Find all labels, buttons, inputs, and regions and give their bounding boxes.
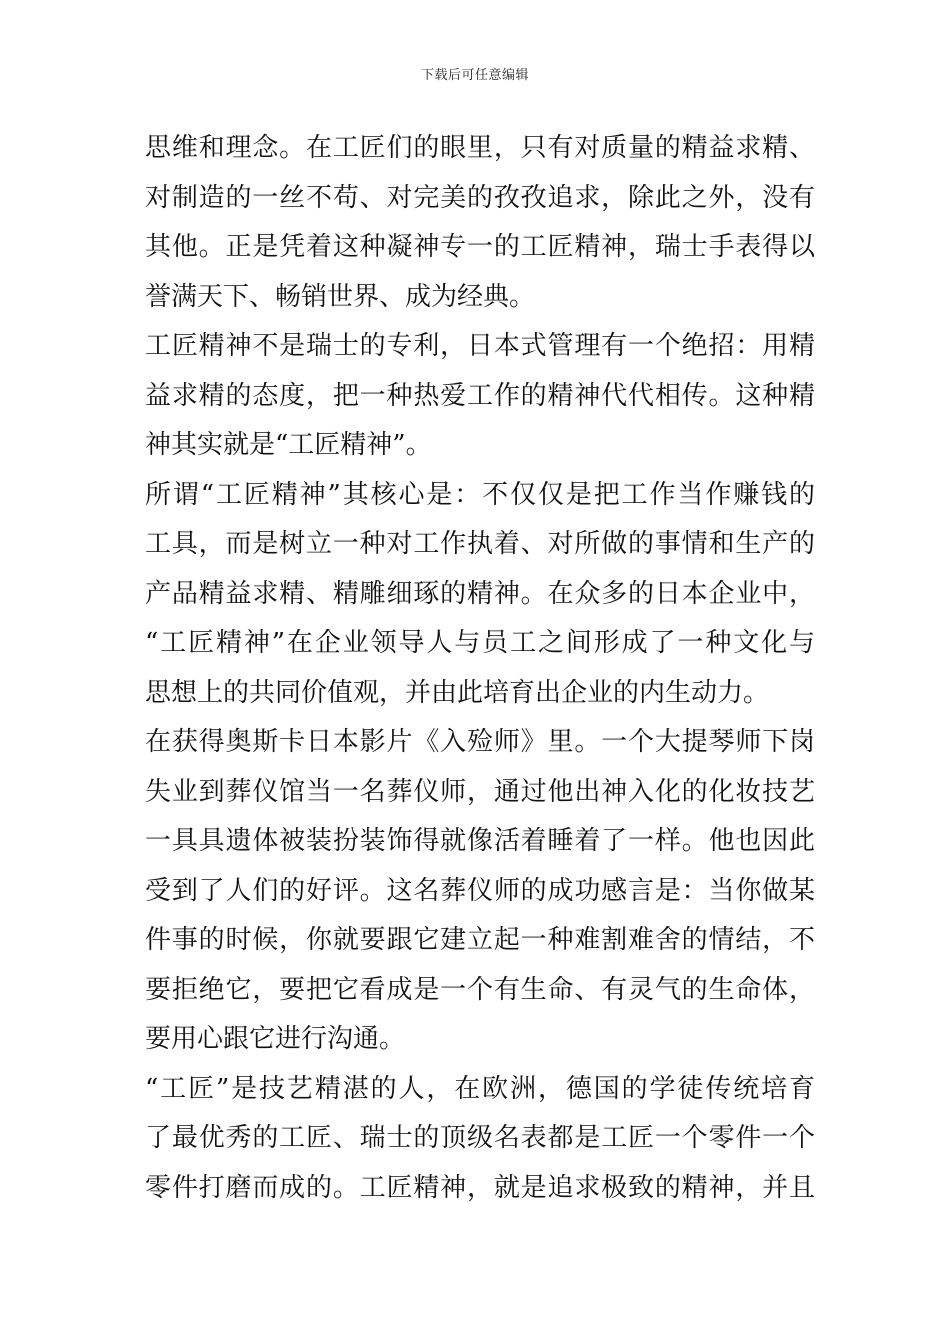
text-line: 工匠精神不是瑞士的专利，日本式管理有一个绝招：用精 [145,331,815,361]
paragraph-3 [145,471,815,719]
text-line: 对制造的一丝不苟、对完美的孜孜追求，除此之外，没有 [145,182,815,213]
text-line: 了最优秀的工匠、瑞士的顶级名表都是工匠一个零件一个 [145,1123,815,1153]
text-line: 零件打磨而成的。工匠精神，就是追求极致的精神，并且 [145,1172,815,1203]
text-line: 誉满天下、畅销世界、成为经典。 [145,281,536,312]
text-line: 产品精益求精、精雕细琢的精神。在众多的日本企业中， [145,578,815,609]
text-line: 要拒绝它，要把它看成是一个有生命、有灵气的生命体， [145,974,815,1005]
text-line: “工匠精神”在企业领导人与员工之间形成了一种文化与 [145,628,815,658]
text-line: 在获得奥斯卡日本影片《入殓师》里。一个大提琴师下岗 [145,727,815,757]
paragraph-2 [145,322,815,471]
text-line: 件事的时候，你就要跟它建立起一种难割难舍的情结，不 [145,925,815,955]
text-line: 神其实就是“工匠精神”。 [145,430,432,460]
text-line: 一具具遗体被装扮装饰得就像活着睡着了一样。他也因此 [145,826,815,856]
text-line: “工匠”是技艺精湛的人，在欧洲，德国的学徒传统培育 [145,1073,815,1104]
text-line: 益求精的态度，把一种热爱工作的精神代代相传。这种精 [145,380,815,411]
paragraph-5 [145,1065,815,1214]
paragraph-4 [145,718,815,1065]
text-line: 所谓“工匠精神”其核心是：不仅仅是把工作当作赚钱的 [145,479,815,510]
paragraph-1 [145,124,815,322]
text-line: 思想上的共同价值观，并由此培育出企业的内生动力。 [145,677,770,708]
page-header: 下载后可任意编辑 [420,68,529,83]
text-line: 其他。正是凭着这种凝神专一的工匠精神，瑞士手表得以 [145,232,815,262]
document-body [145,124,815,1213]
text-line: 受到了人们的好评。这名葬仪师的成功感言是：当你做某 [145,875,815,906]
text-line: 要用心跟它进行沟通。 [145,1024,406,1054]
text-line: 思维和理念。在工匠们的眼里，只有对质量的精益求精、 [145,133,815,163]
text-line: 工具，而是树立一种对工作执着、对所做的事情和生产的 [145,529,815,559]
text-line: 失业到葬仪馆当一名葬仪师，通过他出神入化的化妆技艺 [145,776,815,807]
